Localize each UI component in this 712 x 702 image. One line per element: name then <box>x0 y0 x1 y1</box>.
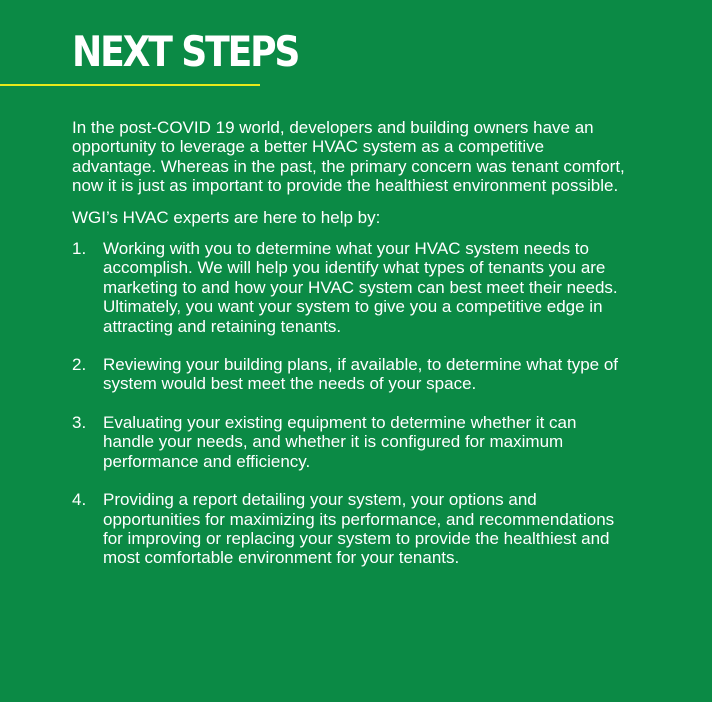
lead-paragraph: WGI’s HVAC experts are here to help by: <box>72 207 381 227</box>
step-number: 3. <box>72 412 87 432</box>
content <box>72 118 632 587</box>
step-number: 1. <box>72 239 87 259</box>
step-text: Providing a report detailing your system, your options and opportunities for maximizing its performance, and recommendations for improving or replacing your system to provide the healthiest and most comfortable environment for your tenants. <box>103 490 615 568</box>
step-item <box>72 413 632 471</box>
intro-paragraph: In the post-COVID 19 world, developers and building owners have an opportunity to leverage a better HVAC system as a competitive advantage. Whereas in the past, the primary concern was tenant comfort, now it is just as important to provide the healthiest environment possible. <box>72 118 625 196</box>
step-text: Reviewing your building plans, if available, to determine what type of system would best meet the needs of your space. <box>103 355 619 394</box>
heading-underline <box>0 84 260 86</box>
step-item <box>72 490 632 568</box>
steps-list <box>72 239 632 568</box>
step-text: Working with you to determine what your HVAC system needs to accomplish. We will help you identify what types of tenants you are marketing to and how your HVAC system can best meet their needs. Ultimately, you want your system to give you a competitive edge in attracting and retaining tenants. <box>103 239 618 336</box>
step-number: 4. <box>72 490 87 510</box>
step-item <box>72 355 632 394</box>
step-text: Evaluating your existing equipment to determine whether it can handle your needs, and whether it is configured for maximum performance and efficiency. <box>103 412 577 471</box>
step-number: 2. <box>72 355 87 375</box>
step-item <box>72 239 632 336</box>
page-title: NEXT STEPS <box>72 27 299 76</box>
